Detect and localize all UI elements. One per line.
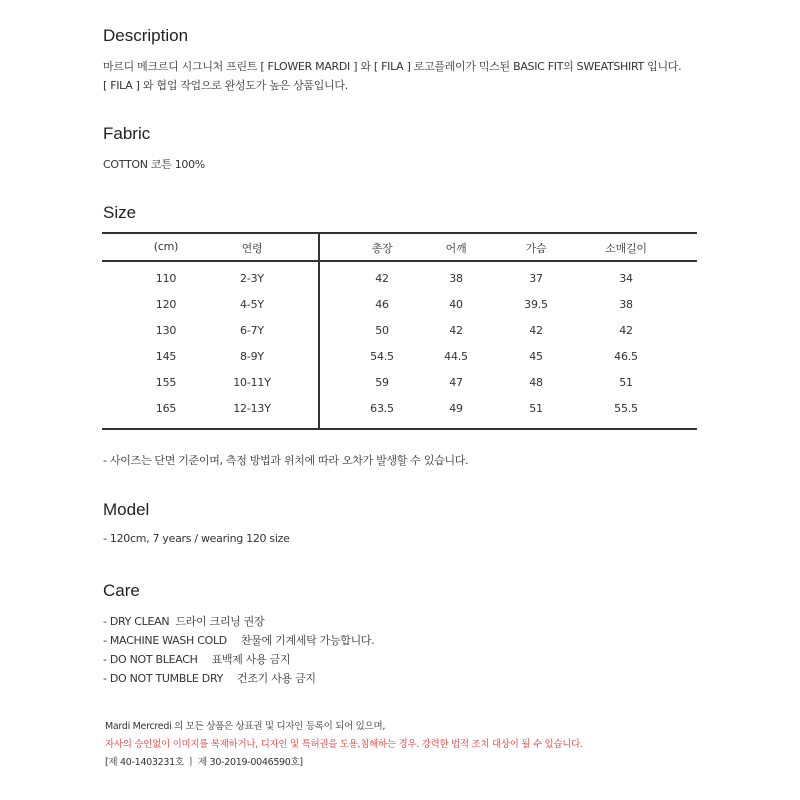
cell-cm: 145 (155, 350, 177, 363)
cell-age: 12-13Y (233, 402, 271, 415)
cell-cm: 130 (155, 324, 177, 337)
table-header-border (102, 260, 697, 262)
cell-shoulder: 44.5 (444, 350, 468, 363)
care-item-no-tumble-dry (103, 670, 316, 686)
care-item-en: - DRY CLEAN (103, 615, 170, 628)
cell-chest: 42 (529, 324, 543, 337)
cell-age: 8-9Y (240, 350, 264, 363)
cell-chest: 45 (529, 350, 543, 363)
cell-age: 2-3Y (240, 272, 264, 285)
footer-registration-numbers: [제 40-1403231호 ㅣ 제 30-2019-0046590호] (105, 757, 303, 768)
cell-chest: 37 (529, 272, 543, 285)
care-item-en: - MACHINE WASH COLD (103, 634, 227, 647)
cell-sleeve: 38 (619, 298, 633, 311)
cell-cm: 155 (155, 376, 177, 389)
cell-chest: 48 (529, 376, 543, 389)
cell-chest: 51 (529, 402, 543, 415)
cell-sleeve: 34 (619, 272, 633, 285)
cell-sleeve: 55.5 (614, 402, 638, 415)
care-item-ko: 드라이 크리닝 권장 (175, 615, 265, 628)
description-line-1: 마르디 메크르디 시그니처 프린트 [ FLOWER MARDI ] 와 [ FILA ] 로고플레이가 믹스된 BASIC FIT의 SWEATSHIRT 입니다. (103, 60, 682, 73)
fabric-text: COTTON 코튼 100% (103, 158, 205, 171)
table-bottom-border (102, 428, 697, 430)
care-item-en: - DO NOT BLEACH (103, 653, 198, 666)
cell-length: 63.5 (370, 402, 394, 415)
description-line-2: [ FILA ] 와 협업 작업으로 완성도가 높은 상품입니다. (103, 79, 348, 92)
size-table (102, 232, 697, 430)
cell-cm: 110 (155, 272, 177, 285)
cell-chest: 39.5 (524, 298, 548, 311)
footer-legal-warning: 자사의 승인없이 이미지를 복제하거나, 디자인 및 특허권을 도용,침해하는 경우. 강력한 법적 조치 대상이 될 수 있습니다. (105, 739, 583, 750)
column-header-shoulder: 어깨 (445, 242, 467, 255)
cell-length: 46 (375, 298, 389, 311)
column-header-sleeve: 소매길이 (605, 242, 647, 255)
cell-sleeve: 42 (619, 324, 633, 337)
column-header-length: 총장 (371, 242, 393, 255)
cell-age: 6-7Y (240, 324, 264, 337)
model-heading: Model (103, 500, 150, 519)
cell-cm: 165 (155, 402, 177, 415)
size-heading: Size (103, 203, 137, 222)
care-heading: Care (103, 581, 140, 600)
cell-length: 42 (375, 272, 389, 285)
cell-shoulder: 49 (449, 402, 463, 415)
care-item-dry-clean (103, 613, 264, 629)
cell-age: 10-11Y (233, 376, 271, 389)
cell-length: 50 (375, 324, 389, 337)
cell-length: 59 (375, 376, 389, 389)
cell-sleeve: 51 (619, 376, 633, 389)
care-item-no-bleach (103, 651, 290, 667)
cell-age: 4-5Y (240, 298, 264, 311)
cell-shoulder: 47 (449, 376, 463, 389)
size-note: - 사이즈는 단면 기준이며, 측정 방법과 위치에 따라 오차가 발생할 수 있습니다. (103, 454, 469, 467)
model-text: - 120cm, 7 years / wearing 120 size (103, 532, 290, 545)
column-header-age: 연령 (241, 242, 263, 255)
care-item-ko: 표백제 사용 금지 (211, 653, 291, 666)
care-item-en: - DO NOT TUMBLE DRY (103, 672, 224, 685)
cell-shoulder: 40 (449, 298, 463, 311)
fabric-heading: Fabric (103, 124, 151, 143)
care-item-ko: 찬물에 기계세탁 가능합니다. (240, 634, 375, 647)
table-column-divider (318, 232, 320, 430)
cell-shoulder: 38 (449, 272, 463, 285)
cell-cm: 120 (155, 298, 177, 311)
cell-shoulder: 42 (449, 324, 463, 337)
table-top-border (102, 232, 697, 234)
description-heading: Description (103, 26, 189, 45)
cell-sleeve: 46.5 (614, 350, 638, 363)
care-item-machine-wash (103, 632, 374, 648)
column-header-chest: 가슴 (525, 242, 547, 255)
care-item-ko: 건조기 사용 금지 (237, 672, 316, 685)
footer-copyright-notice: Mardi Mercredi 의 모든 상품은 상표권 및 디자인 등록이 되어 있으며, (105, 721, 386, 732)
cell-length: 54.5 (370, 350, 394, 363)
column-header-cm: (cm) (153, 240, 179, 253)
